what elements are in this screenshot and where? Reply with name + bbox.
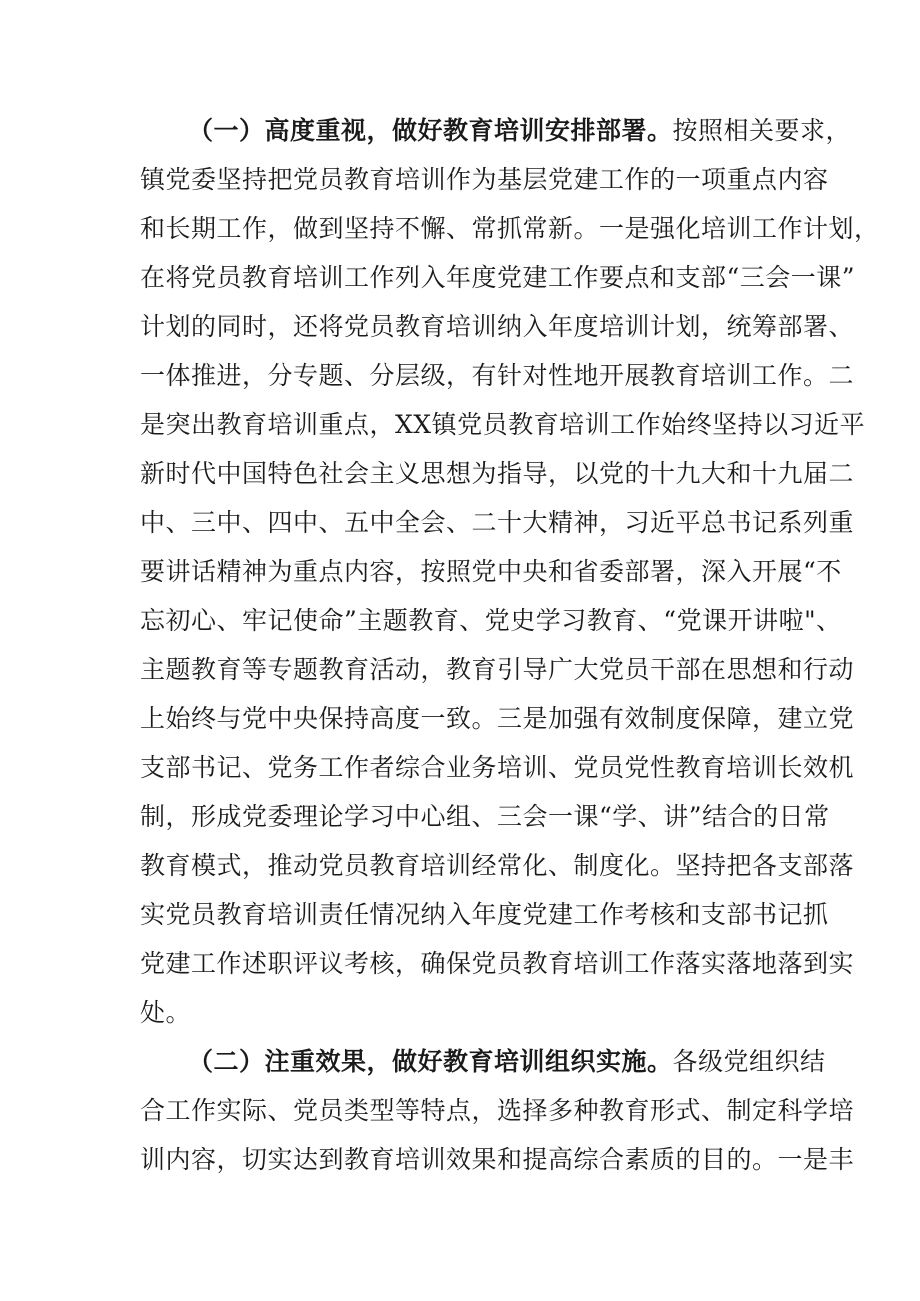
paragraph1-text-line: 计划的同时，还将党员教育培训纳入年度培训计划，统筹部署、: [140, 312, 855, 341]
paragraph1-text-line: 教育模式，推动党员教育培训经常化、制度化。坚持把各支部落: [140, 851, 855, 880]
paragraph1-text-line: 新时代中国特色社会主义思想为指导，以党的十九大和十九届二: [140, 459, 855, 488]
paragraph2-text-line: 各级党组织结: [672, 1047, 826, 1076]
paragraph1-text-line: 忘初心、牢记使命”主题教育、党史学习教育、“党课开讲啦"、: [140, 606, 842, 635]
paragraph1-text-line: 要讲话精神为重点内容，按照党中央和省委部署，深入开展“不: [140, 557, 842, 586]
paragraph1-text-line: 按照相关要求，: [672, 116, 852, 145]
paragraph1-text-line: 镇党委坚持把党员教育培训作为基层党建工作的一项重点内容: [140, 165, 829, 194]
paragraph1-text-line: 上始终与党中央保持高度一致。三是加强有效制度保障，建立党: [140, 704, 855, 733]
paragraph1-text-line: 一体推进，分专题、分层级，有针对性地开展教育培训工作。二: [140, 361, 855, 390]
paragraph1-text-line: 和长期工作，做到坚持不懈、常抓常新。一是强化培训工作计划，: [140, 214, 880, 243]
paragraph1-text-line: 党建工作述职评议考核，确保党员教育培训工作落实落地落到实: [140, 949, 855, 978]
paragraph1-text-line: 在将党员教育培训工作列入年度党建工作要点和支部“三会一课”: [140, 263, 856, 292]
paragraph1-first-line: [188, 116, 851, 146]
paragraph2-text-line: 合工作实际、党员类型等特点，选择多种教育形式、制定科学培: [140, 1096, 855, 1125]
paragraph1-text-line: 制，形成党委理论学习中心组、三会一课“学、讲”结合的日常: [140, 802, 830, 831]
paragraph1-text-line: 支部书记、党务工作者综合业务培训、党员党性教育培训长效机: [140, 753, 855, 782]
paragraph2-text-line: 训内容，切实达到教育培训效果和提高综合素质的目的。一是丰: [140, 1145, 855, 1174]
paragraph1-text-line: 中、三中、四中、五中全会、二十大精神，习近平总书记系列重: [140, 508, 855, 537]
paragraph1-text-line: 处。: [140, 998, 192, 1027]
paragraph1-text-line: 主题教育等专题教育活动，教育引导广大党员干部在思想和行动: [140, 655, 855, 684]
paragraph1-heading: （一）高度重视，做好教育培训安排部署。: [188, 116, 673, 145]
paragraph1-text-line: 是突出教育培训重点，XX镇党员教育培训工作始终坚持以习近平: [140, 410, 866, 439]
paragraph1-text-line: 实党员教育培训责任情况纳入年度党建工作考核和支部书记抓: [140, 900, 829, 929]
paragraph2-heading: （二）注重效果，做好教育培训组织实施。: [188, 1047, 673, 1076]
paragraph2-first-line: [188, 1047, 826, 1077]
